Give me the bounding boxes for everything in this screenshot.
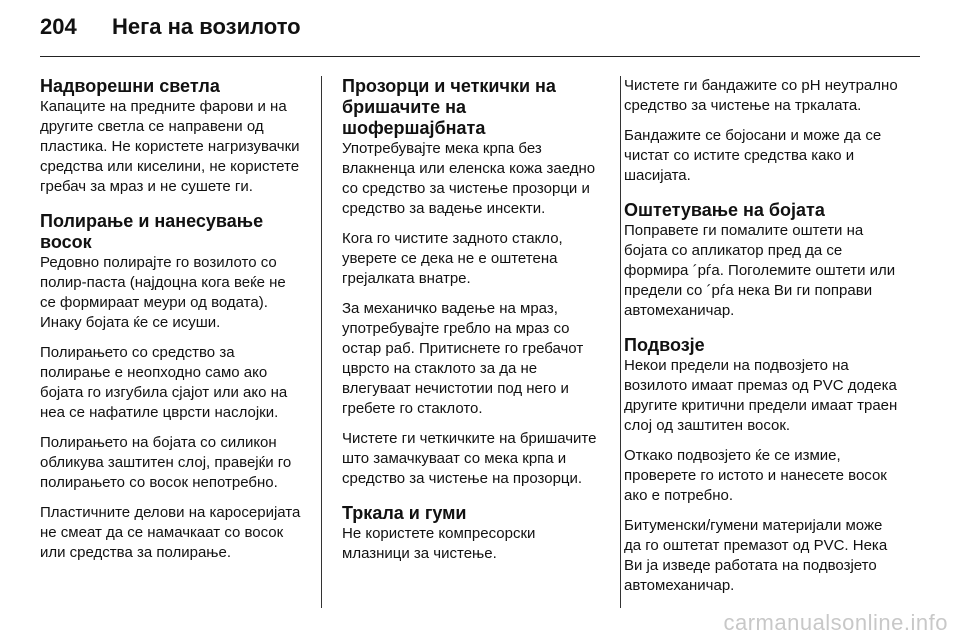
column-1 xyxy=(40,76,302,577)
paragraph: Чистете ги бандажите со pH неутрално средство за чистење на тркалата. xyxy=(624,77,898,114)
paragraph: Капаците на предните фарови и на другите светла се направени од пластика. Не користете нагризувачки средства или киселини, не користете гребач за мраз и не сушете ги. xyxy=(40,98,300,195)
section-windows-wipers xyxy=(342,76,604,489)
watermark: carmanualsonline.info xyxy=(723,610,948,635)
paragraph: Пластичните делови на каросеријата не смеат да се намачкаат со восок или средства за полирање. xyxy=(40,504,301,561)
running-title: Нега на возилото xyxy=(112,14,301,39)
paragraph: Кога го чистите задното стакло, уверете се дека не е оштетена грејалката внатре. xyxy=(342,230,563,287)
paragraph: Редовно полирајте го возилото со полир-паста (најдоцна кога веќе не се формираат меури од водата). Инаку бојата ќе се исуши. xyxy=(40,254,286,331)
section-heading: Оштетување на бојата xyxy=(624,200,825,220)
paragraph: Употребувајте мека крпа без влакненца или еленска кожа заедно со средство за чистење прозорци и средство за вадење инсекти. xyxy=(342,140,596,217)
paragraph: Не користете компресорски млазници за чистење. xyxy=(342,525,536,562)
paragraph: За механичко вадење на мраз, употребувајте гребло на мраз со остар раб. Притиснете го гребачот цврсто на стаклото за да не влегуваат нечистотии под него и гребете го стаклото. xyxy=(342,300,584,417)
section-heading: Подвозје xyxy=(624,335,705,355)
column-3 xyxy=(624,76,902,610)
section-heading: Прозорци и четкички на бришачите на шофершајбната xyxy=(342,76,556,138)
paragraph: Полирањето на бојата со силикон обликува заштитен слој, правејќи го полирањето со восок непотребно. xyxy=(40,434,292,491)
section-paint-damage xyxy=(624,200,902,321)
section-wheels-tyres xyxy=(342,503,604,564)
header-rule xyxy=(40,56,920,57)
section-exterior-lights xyxy=(40,76,302,197)
paragraph: Битуменски/гумени материјали може да го оштетат премазот од PVC. Нека Ви ја изведе работата на подвозјето автомеханичар. xyxy=(624,517,888,594)
page-number: 204 xyxy=(40,14,77,39)
page-header xyxy=(40,14,301,50)
section-wheels-continued xyxy=(624,76,902,186)
paragraph: Поправете ги помалите оштети на бојата со апликатор пред да се формира ´рѓа. Поголемите оштети или предели со ´рѓа нека Ви ги поправи автомеханичар. xyxy=(624,222,896,319)
section-heading: Полирање и нанесување восок xyxy=(40,211,264,252)
paragraph: Откако подвозјето ќе се измие, проверете го истото и нанесете восок ако е потребно. xyxy=(624,447,887,504)
section-heading: Надворешни светла xyxy=(40,76,220,96)
column-2 xyxy=(342,76,604,578)
paragraph: Чистете ги четкичките на бришачите што замачкуваат со мека крпа и средство за чистење на прозорци. xyxy=(342,430,597,487)
paragraph: Некои предели на подвозјето на возилото имаат премаз од PVC додека другите критични предели имаат траен слој од заштитен восок. xyxy=(624,357,898,434)
column-divider xyxy=(620,76,621,608)
section-polishing xyxy=(40,211,302,563)
section-underbody xyxy=(624,335,902,596)
section-heading: Тркала и гуми xyxy=(342,503,467,523)
paragraph: Бандажите се бојосани и може да се чистат со истите средства како и шасијата. xyxy=(624,127,882,184)
column-divider xyxy=(321,76,322,608)
paragraph: Полирањето со средство за полирање е неопходно само ако бојата го изгубила сјајот или ако на неа се нафатиле цврсти наслојки. xyxy=(40,344,288,421)
